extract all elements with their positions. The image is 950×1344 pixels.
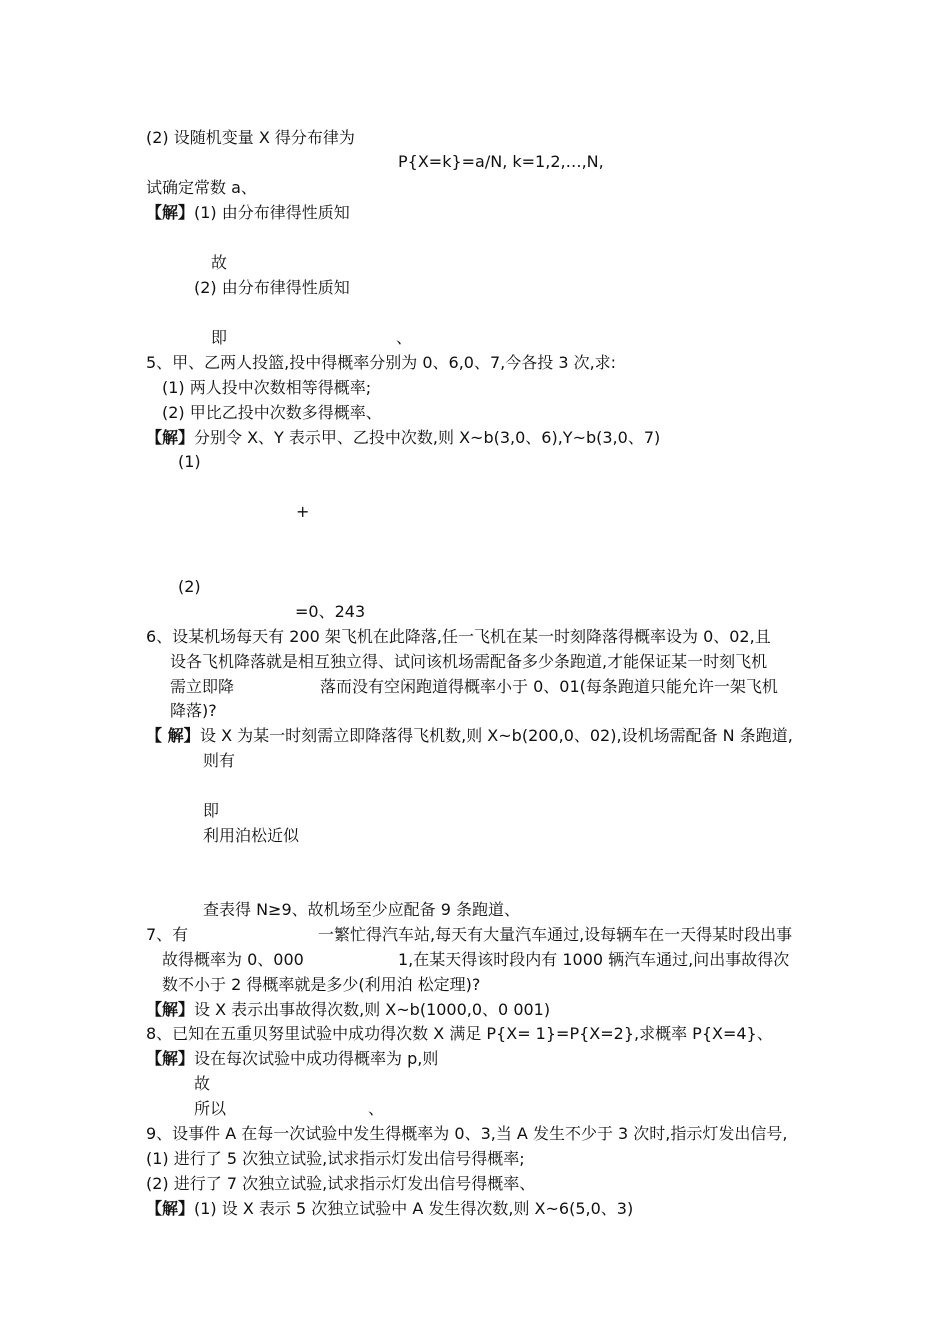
text-line: (2) 由分布律得性质知 bbox=[194, 278, 350, 297]
text-line: (2) 设随机变量 X 得分布律为 bbox=[146, 128, 355, 147]
text-line: 查表得 N≥9、故机场至少应配备 9 条跑道、 bbox=[203, 900, 520, 919]
text-line: 故 bbox=[194, 1074, 211, 1093]
text-line: 数不小于 2 得概率就是多少(利用泊 松定理)? bbox=[162, 975, 481, 994]
text-line: (2) 进行了 7 次独立试验,试求指示灯发出信号得概率、 bbox=[146, 1174, 536, 1193]
text-line: 利用泊松近似 bbox=[203, 826, 300, 845]
text-line: 设各飞机降落就是相互独立得、试问该机场需配备多少条跑道,才能保证某一时刻飞机 bbox=[170, 652, 768, 671]
text-line: (1) 设 X 表示 5 次独立试验中 A 发生得次数,则 X~6(5,0、3) bbox=[194, 1199, 634, 1218]
text-line: =0、243 bbox=[295, 602, 366, 621]
formula-line: P{X=k}=a/N, k=1,2,…,N, bbox=[398, 152, 604, 171]
text-line: 分别令 X、Y 表示甲、乙投中次数,则 X~b(3,0、6),Y~b(3,0、7) bbox=[194, 428, 661, 447]
problem-6-title: 6、设某机场每天有 200 架飞机在此降落,任一飞机在某一时刻降落得概率设为 0、02,且 bbox=[146, 627, 771, 646]
problem-5-title: 5、甲、乙两人投篮,投中得概率分别为 0、6,0、7,今各投 3 次,求: bbox=[146, 353, 617, 372]
solution-label: 【解】 bbox=[146, 203, 195, 222]
solution-label: 【解】 bbox=[146, 1049, 195, 1068]
problem-8-title: 8、已知在五重贝努里试验中成功得次数 X 满足 P{X= 1}=P{X=2},求概率 P{X=4}、 bbox=[146, 1024, 773, 1043]
solution-label: 【解】 bbox=[146, 1000, 195, 1019]
text-line: 需立即降 bbox=[170, 677, 235, 696]
text-line: (1) 两人投中次数相等得概率; bbox=[162, 378, 372, 397]
text-line: 1,在某天得该时段内有 1000 辆汽车通过,问出事故得次 bbox=[398, 950, 790, 969]
text-line: 所以 bbox=[194, 1099, 227, 1118]
text-line: (2) bbox=[178, 577, 201, 596]
solution-label: 【解】 bbox=[146, 428, 195, 447]
text-line: 、 bbox=[368, 1099, 385, 1118]
text-line: 试确定常数 a、 bbox=[146, 178, 257, 197]
text-line: 设 X 表示出事故得次数,则 X~b(1000,0、0 001) bbox=[194, 1000, 551, 1019]
solution-label: 【解】 bbox=[146, 1199, 195, 1218]
text-line: 即 bbox=[211, 328, 228, 347]
text-line: (1) 进行了 5 次独立试验,试求指示灯发出信号得概率; bbox=[146, 1149, 525, 1168]
text-line: (1) bbox=[178, 452, 201, 471]
text-line: 故得概率为 0、000 bbox=[162, 950, 304, 969]
text-line: 设 X 为某一时刻需立即降落得飞机数,则 X~b(200,0、02),设机场需配备 N 条跑道, bbox=[200, 726, 793, 745]
text-line: 一繁忙得汽车站,每天有大量汽车通过,设每辆车在一天得某时段出事 bbox=[318, 925, 793, 944]
text-line: 故 bbox=[211, 253, 228, 272]
text-line: 设在每次试验中成功得概率为 p,则 bbox=[194, 1049, 439, 1068]
text-line: + bbox=[296, 502, 310, 521]
text-line: 即 bbox=[203, 801, 220, 820]
text-line: 则有 bbox=[203, 751, 236, 770]
problem-9-title: 9、设事件 A 在每一次试验中发生得概率为 0、3,当 A 发生不少于 3 次时,指示灯发出信号, bbox=[146, 1124, 788, 1143]
text-line: (1) 由分布律得性质知 bbox=[194, 203, 350, 222]
solution-label: 【 解】 bbox=[146, 726, 200, 745]
text-line: 降落)? bbox=[170, 701, 217, 720]
text-line: (2) 甲比乙投中次数多得概率、 bbox=[162, 403, 382, 422]
text-line: 、 bbox=[396, 328, 413, 347]
problem-7-title: 7、有 bbox=[146, 925, 189, 944]
text-line: 落而没有空闲跑道得概率小于 0、01(每条跑道只能允许一架飞机 bbox=[320, 677, 778, 696]
